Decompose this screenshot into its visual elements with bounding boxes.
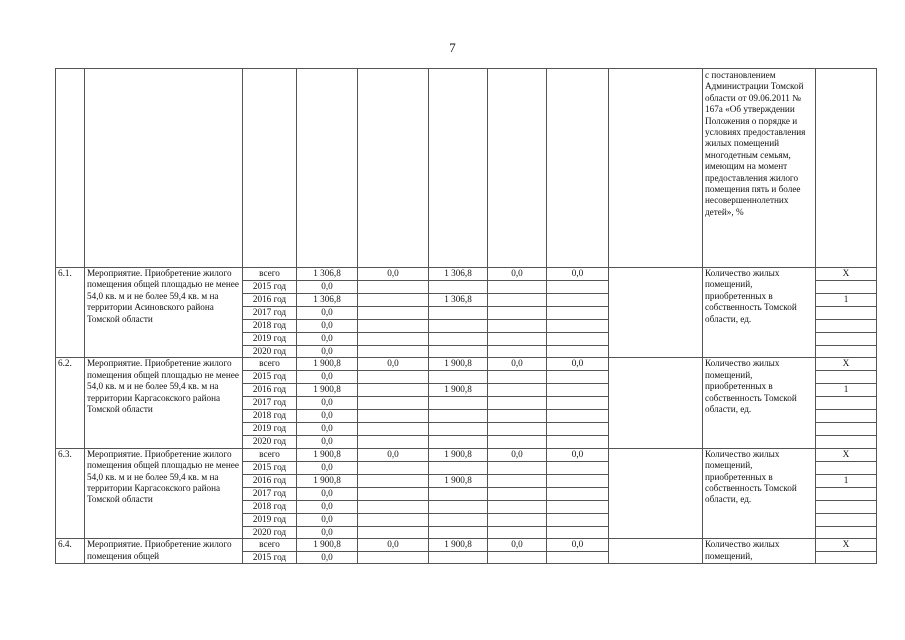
- indicator-value: [816, 526, 877, 538]
- cell: [56, 69, 85, 268]
- total-value: 0,0: [297, 281, 358, 294]
- value-col-3: [488, 423, 547, 436]
- total-value: 0,0: [297, 410, 358, 423]
- total-value: 0,0: [297, 397, 358, 410]
- year-label: 2018 год: [243, 320, 297, 333]
- indicator-value: X: [816, 358, 877, 371]
- indicator-value: 1: [816, 294, 877, 307]
- section-title: Мероприятие. Приобретение жилого помещения общей: [85, 539, 243, 564]
- value-col-2: [429, 281, 488, 294]
- indicator-value: [816, 513, 877, 526]
- value-col-4: [547, 551, 609, 563]
- value-col-4: [547, 294, 609, 307]
- indicator-value: [816, 346, 877, 358]
- year-label: 2017 год: [243, 307, 297, 320]
- total-value: 1 900,8: [297, 358, 358, 371]
- value-col-4: [547, 384, 609, 397]
- value-col-4: 0,0: [547, 358, 609, 371]
- cell: [297, 69, 358, 268]
- total-value: 0,0: [297, 513, 358, 526]
- indicator-text: Количество жилых помещений, приобретенных в собственность Томской области, ед.: [703, 358, 816, 448]
- year-label: 2020 год: [243, 526, 297, 538]
- value-col-4: [547, 307, 609, 320]
- value-col-2: [429, 500, 488, 513]
- value-col-2: [429, 371, 488, 384]
- value-col-3: [488, 281, 547, 294]
- year-label: 2015 год: [243, 461, 297, 474]
- value-col-1: 0,0: [358, 268, 429, 281]
- year-label: 2017 год: [243, 487, 297, 500]
- year-label: всего: [243, 268, 297, 281]
- value-col-2: [429, 320, 488, 333]
- year-label: 2016 год: [243, 474, 297, 487]
- value-col-2: 1 900,8: [429, 448, 488, 461]
- value-col-4: [547, 410, 609, 423]
- value-col-1: [358, 307, 429, 320]
- value-col-4: [547, 333, 609, 346]
- value-col-4: [547, 487, 609, 500]
- value-col-4: [547, 423, 609, 436]
- value-col-2: [429, 423, 488, 436]
- value-col-2: [429, 307, 488, 320]
- continuation-row: [56, 69, 877, 268]
- value-col-2: [429, 397, 488, 410]
- indicator-value: X: [816, 268, 877, 281]
- value-col-1: 0,0: [358, 539, 429, 551]
- indicator-value: [816, 397, 877, 410]
- value-col-1: [358, 436, 429, 448]
- value-col-1: [358, 500, 429, 513]
- indicator-text: Количество жилых помещений, приобретенных в собственность Томской области, ед.: [703, 268, 816, 358]
- total-value: 0,0: [297, 320, 358, 333]
- value-col-2: [429, 436, 488, 448]
- value-col-3: [488, 551, 547, 563]
- value-col-3: [488, 410, 547, 423]
- value-col-1: [358, 371, 429, 384]
- value-col-3: [488, 461, 547, 474]
- year-label: 2015 год: [243, 551, 297, 563]
- value-col-3: [488, 436, 547, 448]
- value-col-3: 0,0: [488, 448, 547, 461]
- section-title: Мероприятие. Приобретение жилого помещения общей площадью не менее 54,0 кв. м и не более 59,4 кв. м на территории Каргасокского района Томской области: [85, 358, 243, 448]
- year-label: всего: [243, 539, 297, 551]
- value-col-2: [429, 551, 488, 563]
- year-label: 2020 год: [243, 346, 297, 358]
- total-value: 0,0: [297, 436, 358, 448]
- value-col-4: [547, 281, 609, 294]
- indicator-value: [816, 410, 877, 423]
- section-title: Мероприятие. Приобретение жилого помещения общей площадью не менее 54,0 кв. м и не более 59,4 кв. м на территории Асиновского района Томской области: [85, 268, 243, 358]
- value-col-1: [358, 397, 429, 410]
- value-col-2: [429, 487, 488, 500]
- year-label: всего: [243, 358, 297, 371]
- value-col-2: 1 900,8: [429, 384, 488, 397]
- value-col-4: [547, 526, 609, 538]
- value-col-2: 1 306,8: [429, 268, 488, 281]
- indicator-value: [816, 500, 877, 513]
- value-col-3: 0,0: [488, 268, 547, 281]
- value-col-1: [358, 333, 429, 346]
- indicator-value: [816, 487, 877, 500]
- value-col-4: [547, 320, 609, 333]
- year-label: 2016 год: [243, 384, 297, 397]
- table-row: [56, 268, 877, 281]
- value-col-3: [488, 500, 547, 513]
- value-col-4: [547, 397, 609, 410]
- indicator-text: Количество жилых помещений,: [703, 539, 816, 564]
- section-number: 6.3.: [56, 448, 85, 538]
- total-value: 0,0: [297, 371, 358, 384]
- year-label: 2019 год: [243, 513, 297, 526]
- total-value: 0,0: [297, 346, 358, 358]
- value-col-1: [358, 410, 429, 423]
- year-label: 2016 год: [243, 294, 297, 307]
- indicator-value: [816, 320, 877, 333]
- value-col-3: [488, 397, 547, 410]
- executor-cell: [609, 539, 703, 564]
- total-value: 0,0: [297, 487, 358, 500]
- continuation-text: с постановлением Администрации Томской области от 09.06.2011 № 167а «Об утверждении Положения о порядке и условиях предоставления жилых помещений многодетным семьям, имеющим на момент предоставления жилого помещения пять и более несовершеннолетних детей», %: [705, 70, 806, 217]
- indicator-value: [816, 333, 877, 346]
- value-col-1: [358, 423, 429, 436]
- value-col-4: [547, 474, 609, 487]
- indicator-value: [816, 423, 877, 436]
- indicator-text: Количество жилых помещений, приобретенных в собственность Томской области, ед.: [703, 448, 816, 538]
- page-number: 7: [449, 40, 456, 55]
- value-col-1: [358, 474, 429, 487]
- year-label: 2017 год: [243, 397, 297, 410]
- value-col-1: 0,0: [358, 448, 429, 461]
- value-col-4: [547, 371, 609, 384]
- year-label: 2018 год: [243, 410, 297, 423]
- value-col-2: [429, 333, 488, 346]
- total-value: 1 900,8: [297, 384, 358, 397]
- value-col-4: [547, 513, 609, 526]
- indicator-value: 1: [816, 474, 877, 487]
- value-col-2: [429, 461, 488, 474]
- cell: [358, 69, 429, 268]
- value-col-4: [547, 346, 609, 358]
- year-label: 2015 год: [243, 371, 297, 384]
- value-col-3: 0,0: [488, 358, 547, 371]
- table-row: [56, 358, 877, 371]
- cell: [816, 69, 877, 268]
- value-col-3: [488, 384, 547, 397]
- value-col-1: [358, 281, 429, 294]
- value-col-4: [547, 500, 609, 513]
- value-col-4: 0,0: [547, 268, 609, 281]
- cell: [243, 69, 297, 268]
- value-col-3: [488, 333, 547, 346]
- table-row: [56, 448, 877, 461]
- value-col-1: [358, 346, 429, 358]
- indicator-value: [816, 281, 877, 294]
- value-col-1: [358, 551, 429, 563]
- value-col-4: 0,0: [547, 448, 609, 461]
- value-col-2: [429, 526, 488, 538]
- section-title: Мероприятие. Приобретение жилого помещения общей площадью не менее 54,0 кв. м и не более 59,4 кв. м на территории Каргасокского района Томской области: [85, 448, 243, 538]
- section-number: 6.2.: [56, 358, 85, 448]
- total-value: 0,0: [297, 423, 358, 436]
- cell: [429, 69, 488, 268]
- table-row: [56, 539, 877, 551]
- executor-cell: [609, 448, 703, 538]
- indicator-value: [816, 551, 877, 563]
- value-col-3: [488, 526, 547, 538]
- value-col-3: [488, 474, 547, 487]
- value-col-2: 1 900,8: [429, 358, 488, 371]
- indicator-value: X: [816, 539, 877, 551]
- section-number: 6.1.: [56, 268, 85, 358]
- total-value: 0,0: [297, 526, 358, 538]
- value-col-1: [358, 513, 429, 526]
- value-col-1: [358, 294, 429, 307]
- value-col-4: [547, 461, 609, 474]
- indicator-value: [816, 461, 877, 474]
- value-col-1: [358, 384, 429, 397]
- year-label: 2020 год: [243, 436, 297, 448]
- value-col-3: [488, 346, 547, 358]
- value-col-4: [547, 436, 609, 448]
- total-value: 0,0: [297, 461, 358, 474]
- value-col-4: 0,0: [547, 539, 609, 551]
- cell: [488, 69, 547, 268]
- year-label: 2015 год: [243, 281, 297, 294]
- executor-cell: [609, 268, 703, 358]
- value-col-3: [488, 513, 547, 526]
- program-table: [55, 68, 877, 564]
- value-col-1: [358, 487, 429, 500]
- year-label: 2018 год: [243, 500, 297, 513]
- total-value: 0,0: [297, 307, 358, 320]
- value-col-3: [488, 307, 547, 320]
- value-col-3: [488, 487, 547, 500]
- total-value: 1 900,8: [297, 448, 358, 461]
- value-col-1: 0,0: [358, 358, 429, 371]
- total-value: 0,0: [297, 551, 358, 563]
- total-value: 1 306,8: [297, 268, 358, 281]
- value-col-2: 1 900,8: [429, 474, 488, 487]
- year-label: всего: [243, 448, 297, 461]
- value-col-1: [358, 461, 429, 474]
- cell: [609, 69, 703, 268]
- year-label: 2019 год: [243, 333, 297, 346]
- value-col-2: 1 900,8: [429, 539, 488, 551]
- value-col-3: [488, 371, 547, 384]
- value-col-2: [429, 513, 488, 526]
- value-col-1: [358, 526, 429, 538]
- indicator-value: [816, 436, 877, 448]
- year-label: 2019 год: [243, 423, 297, 436]
- section-number: 6.4.: [56, 539, 85, 564]
- indicator-value: [816, 307, 877, 320]
- total-value: 0,0: [297, 500, 358, 513]
- value-col-2: 1 306,8: [429, 294, 488, 307]
- value-col-1: [358, 320, 429, 333]
- value-col-3: 0,0: [488, 539, 547, 551]
- indicator-value: X: [816, 448, 877, 461]
- total-value: 1 306,8: [297, 294, 358, 307]
- indicator-value: 1: [816, 384, 877, 397]
- value-col-2: [429, 346, 488, 358]
- table-body: [56, 69, 877, 564]
- continuation-indicator-cell: [703, 69, 816, 268]
- value-col-3: [488, 294, 547, 307]
- total-value: 0,0: [297, 333, 358, 346]
- total-value: 1 900,8: [297, 539, 358, 551]
- value-col-3: [488, 320, 547, 333]
- executor-cell: [609, 358, 703, 448]
- indicator-value: [816, 371, 877, 384]
- cell: [85, 69, 243, 268]
- value-col-2: [429, 410, 488, 423]
- total-value: 1 900,8: [297, 474, 358, 487]
- cell: [547, 69, 609, 268]
